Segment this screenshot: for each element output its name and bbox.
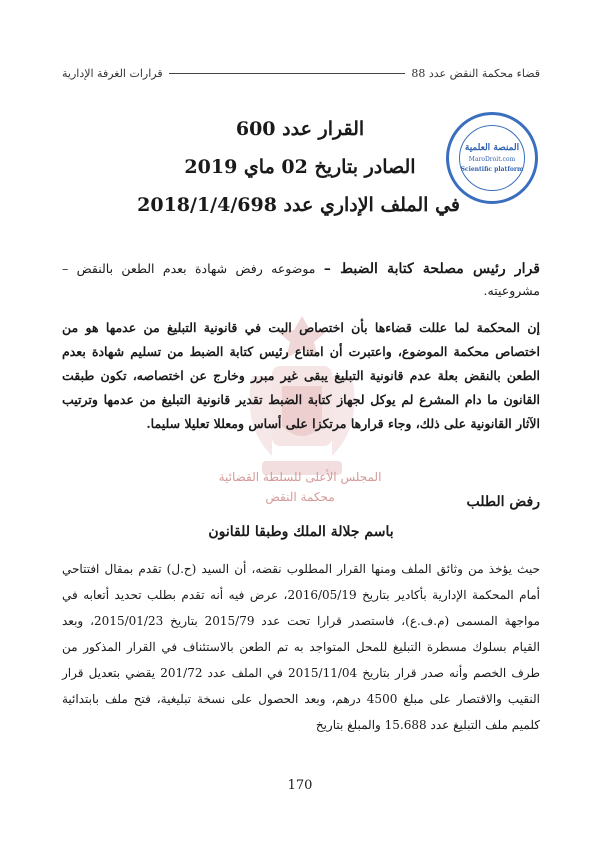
subject-summary bbox=[62, 258, 540, 302]
case-facts-paragraph: حيث يؤخذ من وثائق الملف ومنها القرار المطلوب نقضه، أن السيد (ح.ل) تقدم بمقال افتتاحي أمام المحكمة الإدارية بأكادير بتاريخ 2016/05/19، عرض فيه أنه تقدم بطلب تحديد أتعابه في مواجهة المسمى (م.ف.ع)، فاستصدر قرارا تحت عدد 2015/79 بتاريخ 2015/01/23، وبعد القيام بسلوك مسطرة التبليغ للمحل المتواجد به تم الطعن بالاستئناف في القرار المذكور من طرف الخصم وأنه صدر قرار بتاريخ 2015/11/04 في الملف عدد 201/72 يقضي بتعديل قرار النقيب والاقتصار على مبلغ 4500 درهم، وبعد الحصول على نسخة تبليغية، فتح ملف بابتدائية كلميم ملف التبليغ عدد 15.688 والمبلغ بتاريخ bbox=[62, 562, 541, 732]
decision-date: الصادر بتاريخ 02 ماي 2019 bbox=[184, 156, 416, 178]
watermark-court-name: محكمة النقض bbox=[265, 490, 335, 504]
stamp-website: MaroDroit.com bbox=[468, 156, 516, 163]
decision-title-block bbox=[137, 110, 460, 224]
summary-subject: قرار رئيس مصلحة كتابة الضبط – bbox=[323, 261, 540, 277]
header-rule bbox=[169, 73, 406, 74]
decision-number: القرار عدد 600 bbox=[235, 118, 365, 140]
scientific-platform-stamp bbox=[446, 112, 538, 204]
legal-holding-paragraph: إن المحكمة لما عللت قضاءها بأن اختصاص البت في قانونية التبليغ من عدمها هو من اختصاص محكمة الموضوع، واعتبرت أن امتناع رئيس كتابة الضبط من تسليم شهادة بعدم الطعن بالنقض بعلة عدم قانونية التبليغ يبقى غير مبرر وخارج عن اختصاصه، تكون طبقت القانون ما دام المشرع لم يوكل لجهاز كتابة الضبط تقدير قانونية التبليغ من عدمها وترتيب الآثار القانونية على ذلك، وجاء قرارها مرتكزا على أساس ومعللا تعليلا سليما. bbox=[62, 320, 540, 431]
summary-topic: موضوعه رفض شهادة بعدم الطعن بالنقض – مشروعيته. bbox=[62, 261, 540, 298]
header-section: قرارات الغرفة الإدارية bbox=[62, 66, 163, 80]
royal-invocation: باسم جلالة الملك وطبقا للقانون bbox=[208, 524, 394, 540]
header-journal: قضاء محكمة النقض عدد 88 bbox=[411, 66, 540, 80]
verdict-label: رفض الطلب bbox=[466, 494, 540, 510]
watermark-council-name: المجلس الأعلى للسلطة القضائية bbox=[218, 470, 382, 484]
stamp-english-text: Scientific platform bbox=[460, 166, 524, 173]
case-file-number: في الملف الإداري عدد 2018/1/4/698 bbox=[137, 194, 460, 216]
running-header bbox=[62, 64, 540, 82]
stamp-arabic-text: المنصة العلمية bbox=[464, 143, 520, 153]
page-number: 170 bbox=[287, 778, 313, 793]
